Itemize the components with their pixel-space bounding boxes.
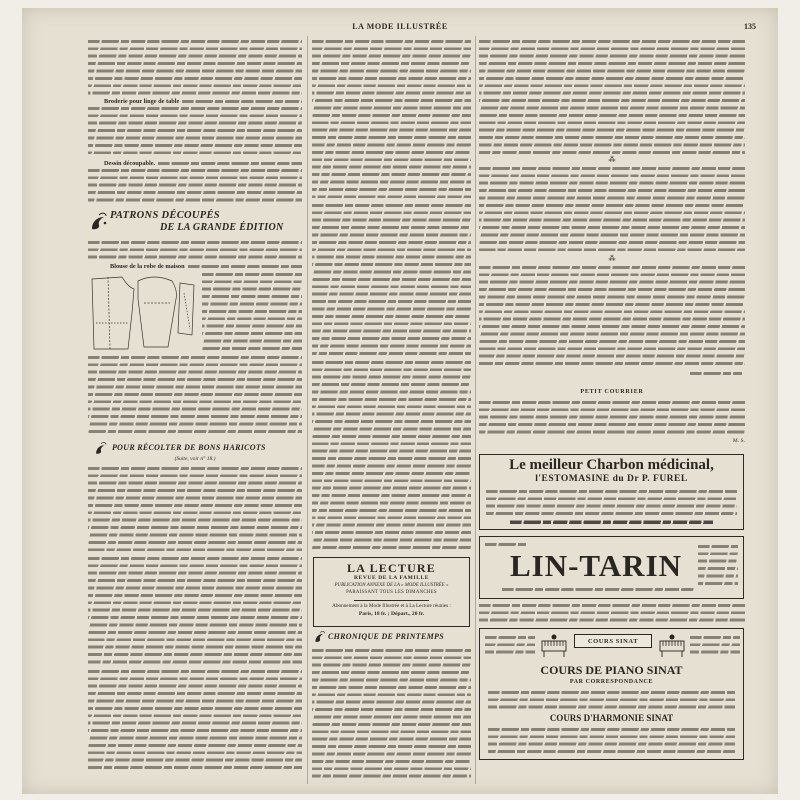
text-lines: [312, 202, 471, 357]
charcoal-headline: Le meilleur Charbon médicinal,: [509, 457, 714, 473]
blouse-paragraph-start: [88, 263, 302, 270]
flourish-ornament-icon: [93, 441, 109, 455]
embroidery-paragraph-start: [88, 98, 302, 105]
text-lines: [312, 359, 471, 551]
flourish-ornament-icon: [313, 630, 327, 643]
charcoal-advert-box: [479, 454, 744, 530]
pattern-piece-belt: [178, 283, 194, 335]
patterns-section-title-line-2: DE LA GRANDE ÉDITION: [160, 222, 284, 233]
text-lines: [312, 647, 471, 780]
column-rule: [475, 36, 476, 784]
text-lines: [690, 370, 742, 377]
page-number: 135: [744, 22, 756, 31]
sinat-method: PAR CORRESPONDANCE: [569, 679, 654, 685]
cutout-runin-heading: Dessin découpable.: [104, 160, 156, 167]
asterism-separator: ⁂: [608, 255, 616, 263]
lin-tarin-brand: LIN-TARIN: [509, 548, 683, 583]
lecture-subscription: Abonnement à la Mode Illustrée et à La Lecture réunies :: [332, 603, 451, 609]
text-lines: [479, 264, 745, 368]
text-lines: [479, 399, 745, 436]
beans-section-note: (Suite, voir n° 18.): [174, 456, 216, 462]
lecture-subtitle: REVUE DE LA FAMILLE: [353, 575, 429, 581]
la-lecture-advert-box: [313, 557, 470, 627]
text-lines: [479, 602, 745, 624]
lecture-prices: Paris, 18 fr. ; Départ., 20 fr.: [358, 611, 425, 617]
text-lines: [488, 726, 735, 756]
sinat-advert-box: [479, 628, 744, 760]
text-lines: [88, 105, 302, 157]
lecture-divider: [354, 600, 429, 601]
column-rule: [307, 36, 308, 784]
text-lines: [202, 271, 302, 352]
charcoal-product: l'ESTOMASINE du Dr P. FUREL: [535, 474, 688, 484]
text-lines: [485, 634, 535, 656]
lin-tarin-advert-box: [479, 536, 744, 599]
petit-courrier-signature: M. S.: [732, 438, 745, 444]
petit-courrier-title: PETIT COURRIER: [580, 389, 644, 395]
text-lines: [188, 263, 302, 270]
sinat-harmony-course-title: COURS D'HARMONIE SINAT: [549, 713, 674, 723]
piano-illustration: [656, 633, 686, 659]
text-lines: [690, 634, 740, 656]
text-lines: [486, 488, 737, 518]
text-lines: [158, 160, 302, 167]
text-lines: [479, 38, 745, 156]
lecture-frequency: PARAISSANT TOUS LES DIMANCHES: [346, 590, 437, 595]
chronicle-section-title: CHRONIQUE DE PRINTEMPS: [328, 632, 444, 641]
patterns-section-title-line-1: PATRONS DÉCOUPÉS: [110, 210, 220, 221]
piano-illustration: [540, 633, 570, 659]
sinat-banner: [574, 634, 652, 648]
text-lines: [88, 167, 302, 204]
text-lines: [88, 555, 302, 666]
beans-section-title: POUR RÉCOLTER DE BONS HARICOTS: [112, 443, 266, 452]
text-lines: [698, 543, 738, 587]
text-lines: [88, 354, 302, 435]
pattern-piece-front: [92, 277, 134, 349]
text-lines: [312, 38, 471, 201]
embroidery-runin-heading: Broderie pour linge de table: [104, 98, 180, 105]
text-lines: [88, 465, 302, 554]
running-header-title: LA MODE ILLUSTRÉE: [352, 22, 448, 31]
text-lines: [502, 586, 694, 593]
lecture-publication: PUBLICATION ANNEXE DE LA « MODE ILLUSTRÉE »: [334, 583, 449, 588]
sinat-banner-text: COURS SINAT: [587, 637, 639, 645]
text-lines: [88, 38, 302, 97]
text-lines: [88, 239, 302, 261]
flourish-ornament-icon: [90, 211, 108, 231]
lecture-title: LA LECTURE: [346, 561, 437, 575]
text-lines: [182, 98, 302, 105]
text-lines: [88, 668, 302, 772]
asterism-separator: ⁂: [608, 156, 616, 164]
pattern-pieces-figure: [88, 273, 198, 353]
sinat-piano-course-title: COURS DE PIANO SINAT: [540, 663, 683, 677]
pattern-piece-sleeve: [138, 277, 177, 347]
text-lines: [479, 165, 745, 254]
cutout-paragraph-start: [88, 160, 302, 167]
text-lines: [510, 519, 713, 526]
blouse-runin-heading: Blouse de la robe de maison: [110, 263, 185, 270]
text-lines: [488, 689, 735, 711]
